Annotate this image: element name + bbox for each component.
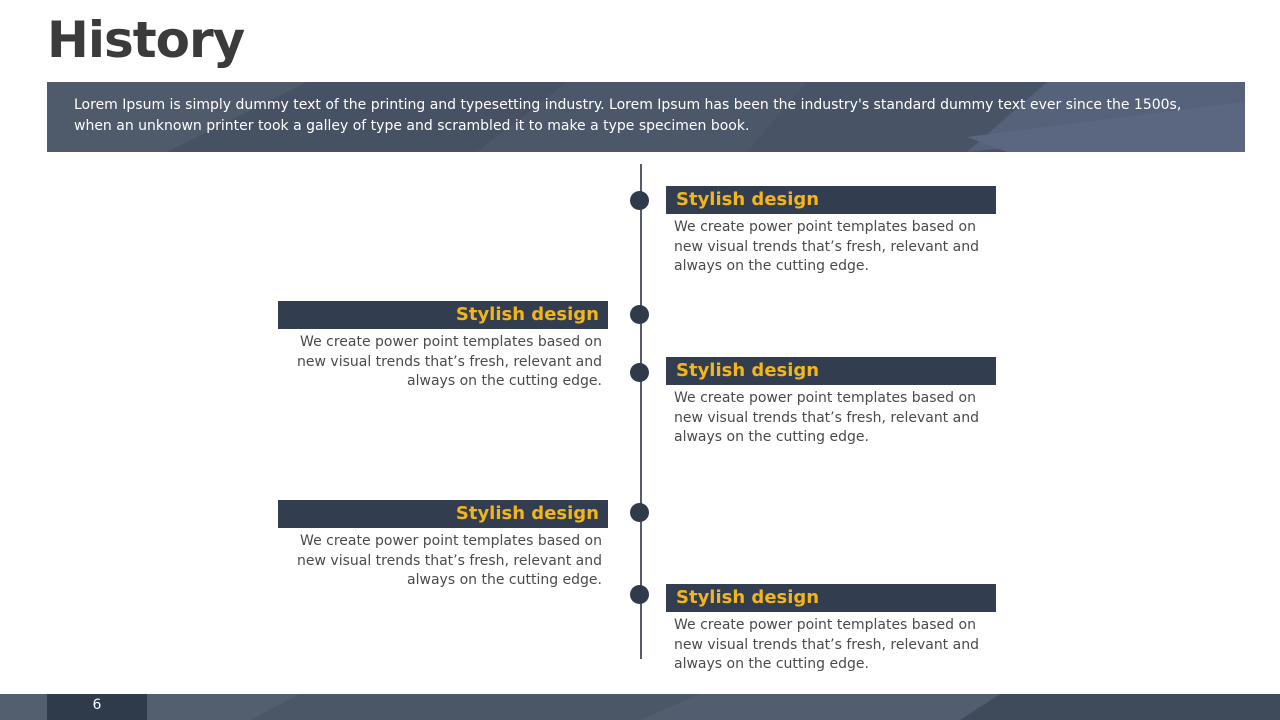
timeline-item-heading: Stylish design: [278, 500, 608, 528]
timeline-item-heading: Stylish design: [278, 301, 608, 329]
timeline-dot: [630, 585, 649, 604]
page-number: 6: [92, 697, 102, 713]
timeline-item-text: We create power point templates based on new visual trends that’s fresh, relevant and always on the cutting edge.: [297, 334, 602, 389]
timeline-item-heading: Stylish design: [666, 186, 996, 214]
timeline-item-heading: Stylish design: [666, 584, 996, 612]
banner-text: Lorem Ipsum is simply dummy text of the printing and typesetting industry. Lorem Ipsum has been the industry's standard dummy text ever since the 1500s, when an unknown printer took a galley of type and scrambled it to make a type specimen book.: [74, 97, 1182, 134]
timeline-dot: [630, 305, 649, 324]
footer-pattern: [0, 694, 1280, 720]
footer-bar: [0, 694, 1280, 720]
timeline-dot: [630, 363, 649, 382]
timeline-item-text: We create power point templates based on new visual trends that’s fresh, relevant and always on the cutting edge.: [674, 390, 979, 445]
timeline-dot: [630, 503, 649, 522]
timeline-item-text: We create power point templates based on new visual trends that’s fresh, relevant and always on the cutting edge.: [674, 617, 979, 672]
timeline-dot: [630, 191, 649, 210]
timeline-item-text: We create power point templates based on new visual trends that’s fresh, relevant and always on the cutting edge.: [297, 533, 602, 588]
timeline-item-text: We create power point templates based on new visual trends that’s fresh, relevant and always on the cutting edge.: [674, 219, 979, 274]
timeline-item-heading: Stylish design: [666, 357, 996, 385]
page-title: History: [47, 11, 245, 69]
intro-banner: [47, 82, 1245, 152]
